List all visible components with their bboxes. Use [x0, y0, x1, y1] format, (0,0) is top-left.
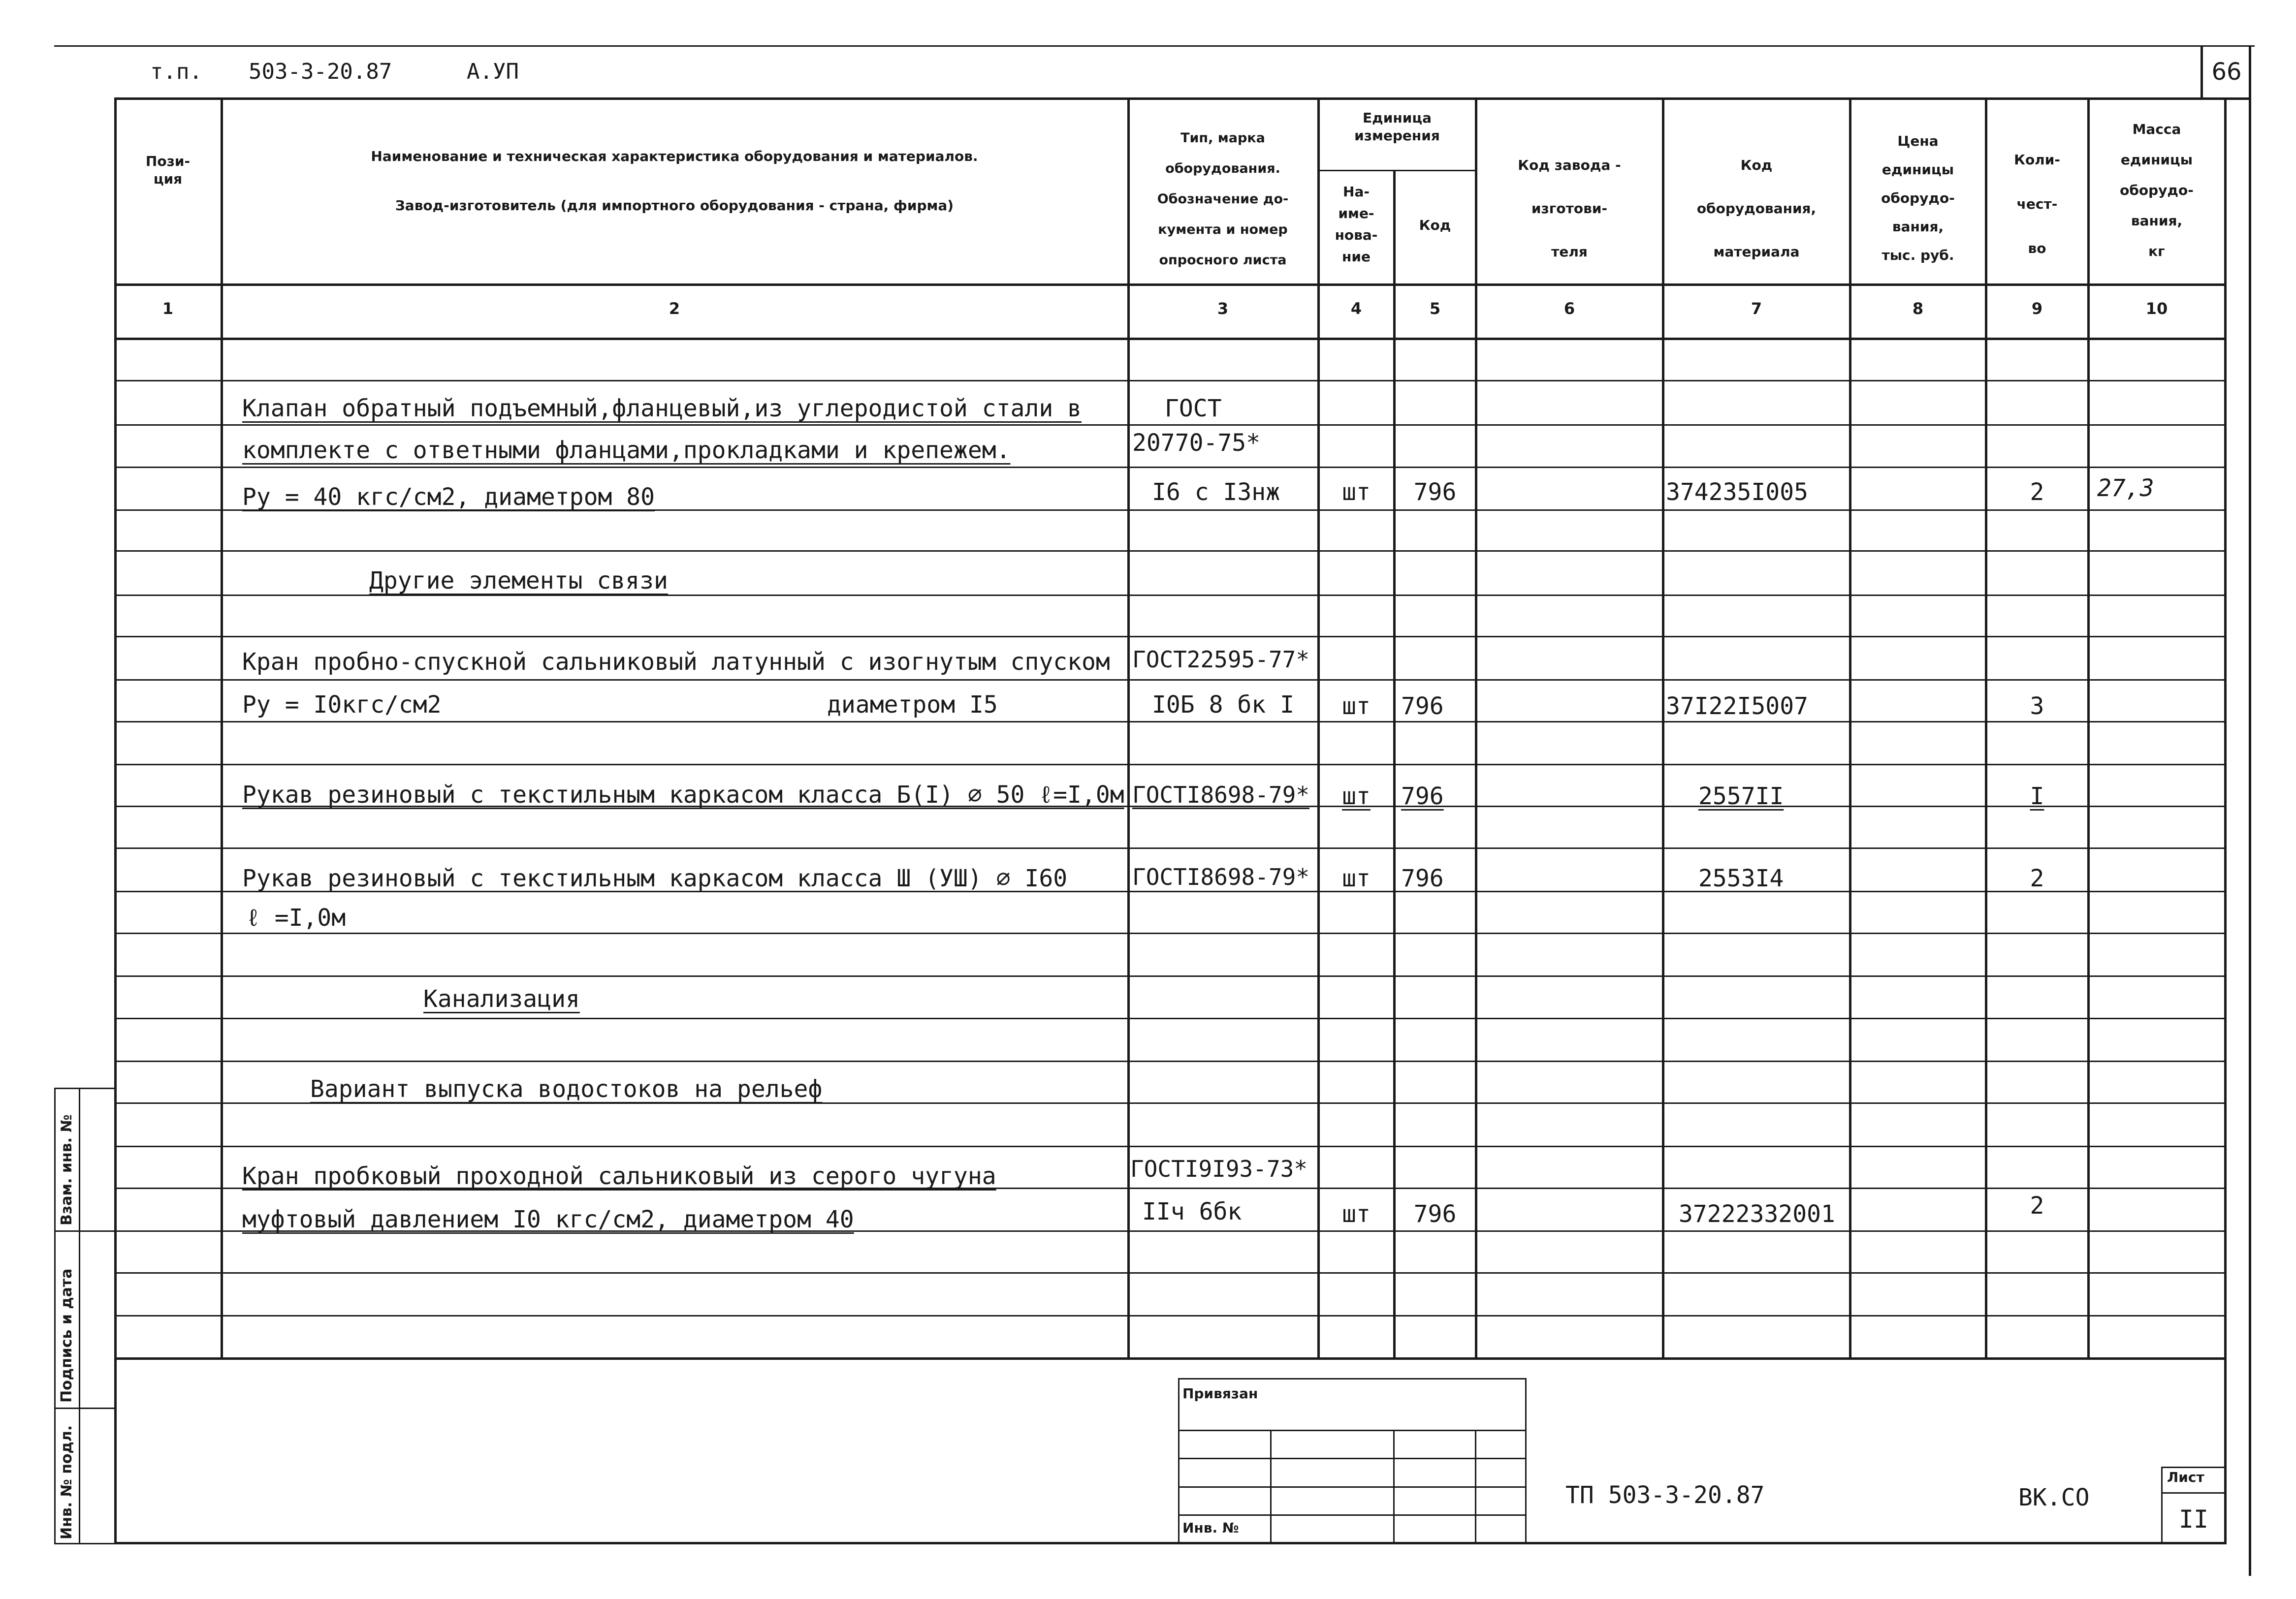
col-number: 8 [1912, 299, 1924, 318]
stamp-section-code: ВК.СО [2018, 1484, 2090, 1511]
stamp-inv-label: Инв. № [1182, 1520, 1239, 1536]
item-unit: шт [1342, 692, 1371, 720]
item-name: комплекте с ответными фланцами,прокладками и крепежем. [242, 437, 1011, 464]
item-equip-code: 37I22I5007 [1666, 692, 1808, 720]
col-header-unit-code: Код [1419, 217, 1451, 233]
item-type: ГОСТI8698-79* [1132, 782, 1310, 808]
item-name: муфтовый давлением I0 кгс/см2, диаметром 40 [242, 1206, 854, 1233]
col-header-name-line1: Наименование и техническая характеристика оборудования и материалов. [371, 148, 978, 164]
item-unit-code: 796 [1413, 478, 1457, 506]
col-header-mass: Масса единицы оборудо- вания, кг [2120, 121, 2194, 259]
item-type: ГОСТI9I93-73* [1130, 1156, 1308, 1182]
col-header-unit-name: На- име- нова- ние [1335, 184, 1378, 265]
item-qty: 2 [2030, 1192, 2044, 1220]
item-qty: 3 [2030, 692, 2044, 720]
col-number: 10 [2145, 299, 2168, 318]
item-unit-code: 796 [1401, 692, 1444, 720]
section-heading: Канализация [423, 985, 580, 1013]
item-name: Рукав резиновый с текстильным каркасом класса Б(I) ∅ 50 ℓ=I,0м [242, 781, 1124, 809]
item-type: 20770-75* [1132, 429, 1261, 457]
col-number: 6 [1563, 299, 1575, 318]
item-type: I0Б 8 бк I [1152, 691, 1294, 719]
side-label-signature-date: Подпись и дата [58, 1268, 75, 1403]
section-heading: Другие элементы связи [369, 567, 668, 595]
item-unit-code: 796 [1413, 1200, 1457, 1228]
item-name: Ру = 40 кгс/см2, диаметром 80 [242, 483, 655, 511]
item-mass: 27,3 [2097, 474, 2154, 502]
item-equip-code: 374235I005 [1666, 478, 1808, 506]
side-label-inv-original: Инв. № подл. [58, 1425, 75, 1539]
item-qty: 2 [2030, 478, 2044, 506]
item-name: ℓ =I,0м [246, 904, 346, 932]
col-number: 4 [1350, 299, 1362, 318]
col-header-type: Тип, марка оборудования. Обозначение до- кумента и номер опросного листа [1157, 130, 1289, 268]
col-header-price: Цена единицы оборудо- вания, тыс. руб. [1881, 133, 1955, 263]
stamp-sheet-label: Лист [2167, 1469, 2204, 1485]
item-diameter: диаметром I5 [827, 691, 998, 719]
tp-label: т.п. [150, 59, 202, 84]
item-equip-code: 2553I4 [1698, 865, 1784, 892]
item-equip-code: 37222332001 [1679, 1200, 1835, 1228]
item-unit-code: 796 [1401, 865, 1444, 892]
item-name: Кран пробно-спускной сальниковый латунный с изогнутым спуском [242, 648, 1110, 676]
item-type: ГОСТ22595-77* [1132, 646, 1310, 673]
col-number: 2 [669, 299, 680, 318]
item-type: IIч 6бк [1142, 1198, 1242, 1225]
section-heading: Вариант выпуска водостоков на рельеф [310, 1075, 823, 1103]
item-name: Ру = I0кгс/см2 [242, 691, 442, 719]
item-type: ГОСТ [1165, 395, 1222, 422]
col-number: 1 [162, 299, 174, 318]
stamp-document-code: ТП 503-3-20.87 [1565, 1481, 1765, 1509]
page-number: 66 [2211, 58, 2242, 86]
item-name: Клапан обратный подъемный,фланцевый,из углеродистой стали в [242, 395, 1082, 422]
item-unit: шт [1342, 865, 1371, 892]
album-code: А.УП [467, 59, 519, 84]
col-number: 9 [2031, 299, 2043, 318]
col-number: 3 [1217, 299, 1229, 318]
stamp-sheet-number: II [2178, 1505, 2209, 1534]
item-unit: шт [1342, 1200, 1371, 1228]
item-unit: шт [1342, 478, 1371, 506]
col-number: 5 [1429, 299, 1441, 318]
item-unit-code: 796 [1401, 783, 1444, 810]
col-header-plant-code: Код завода - изготови- теля [1518, 157, 1621, 260]
item-name: Кран пробковый проходной сальниковый из серого чугуна [242, 1162, 996, 1190]
item-qty: 2 [2030, 865, 2044, 892]
col-header-name-line2: Завод-изготовитель (для импортного оборудования - страна, фирма) [395, 197, 954, 214]
item-equip-code: 2557II [1698, 783, 1784, 810]
stamp-bound-label: Привязан [1182, 1385, 1258, 1402]
item-name: Рукав резиновый с текстильным каркасом класса Ш (УШ) ∅ I60 [242, 865, 1068, 892]
col-header-equip-code: Код оборудования, материала [1696, 157, 1817, 260]
project-number: 503-3-20.87 [249, 59, 392, 84]
item-qty: I [2030, 783, 2044, 810]
item-type: I6 с I3нж [1152, 478, 1280, 506]
col-number: 7 [1751, 299, 1762, 318]
col-header-unit-group: Единица измерения [1354, 110, 1440, 144]
item-type: ГОСТI8698-79* [1132, 864, 1310, 890]
item-unit: шт [1342, 783, 1371, 810]
side-label-replaced-inv: Взам. инв. № [58, 1114, 75, 1225]
col-header-position: Пози- ция [145, 153, 191, 187]
col-header-qty: Коли- чест- во [2014, 152, 2060, 256]
